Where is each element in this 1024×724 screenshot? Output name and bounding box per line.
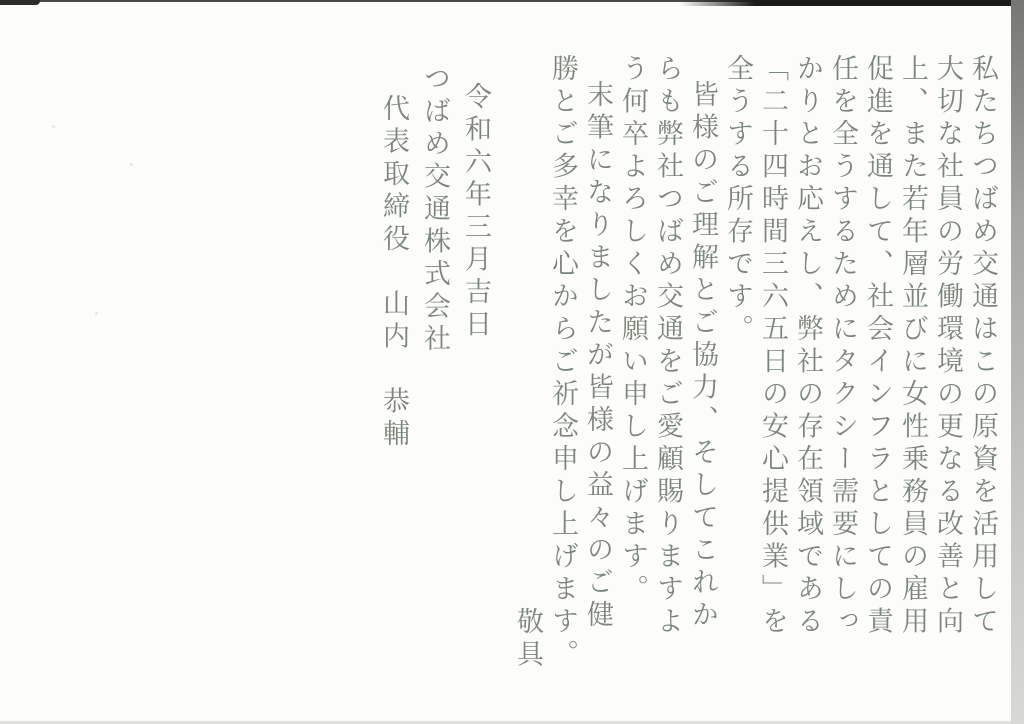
body-column-13: 勝とご多幸を心からご祈念申し上げます。 [547, 54, 578, 672]
body-column-2: 大切な社員の労働環境の更なる改善と向 [932, 54, 963, 639]
closing-keigu: 敬具 [512, 607, 543, 672]
date-line: 令和六年三月吉日 [460, 82, 491, 342]
scan-edge-top-left [0, 0, 40, 5]
body-column-9: 皆様のご理解とご協力、そしてこれか [687, 80, 718, 633]
body-column-4: 促進を通して、社会インフラとしての責 [862, 54, 893, 639]
paper-speckle [52, 125, 55, 128]
paper-speckle [130, 163, 133, 166]
signer-line: 代表取締役 山内 恭輔 [378, 94, 409, 452]
scan-edge-top-right [679, 0, 1024, 6]
letter-body [373, 54, 1000, 709]
body-column-11: う何卒よろしくお願い申し上げます。 [617, 54, 648, 607]
body-column-6: かりとお応えし、弊社の存在領域である [792, 54, 823, 639]
body-column-5: 任を全うするためにタクシー需要にしっ [827, 54, 858, 639]
body-column-8: 全うする所存です。 [722, 54, 753, 347]
company-line: つばめ交通株式会社 [419, 64, 450, 357]
body-column-1: 私たちつばめ交通はこの原資を活用して [967, 54, 998, 639]
body-column-12: 末筆になりましたが皆様の益々のご健 [582, 80, 613, 633]
paper-speckle [95, 312, 98, 315]
body-column-7: 「二十四時間三六五日の安心提供業」を [757, 54, 788, 639]
body-column-10: らも弊社つばめ交通をご愛顧賜りますよ [652, 54, 683, 639]
body-column-3: 上、また若年層並びに女性乗務員の雇用 [897, 54, 928, 639]
scan-edge-right [1011, 0, 1024, 724]
